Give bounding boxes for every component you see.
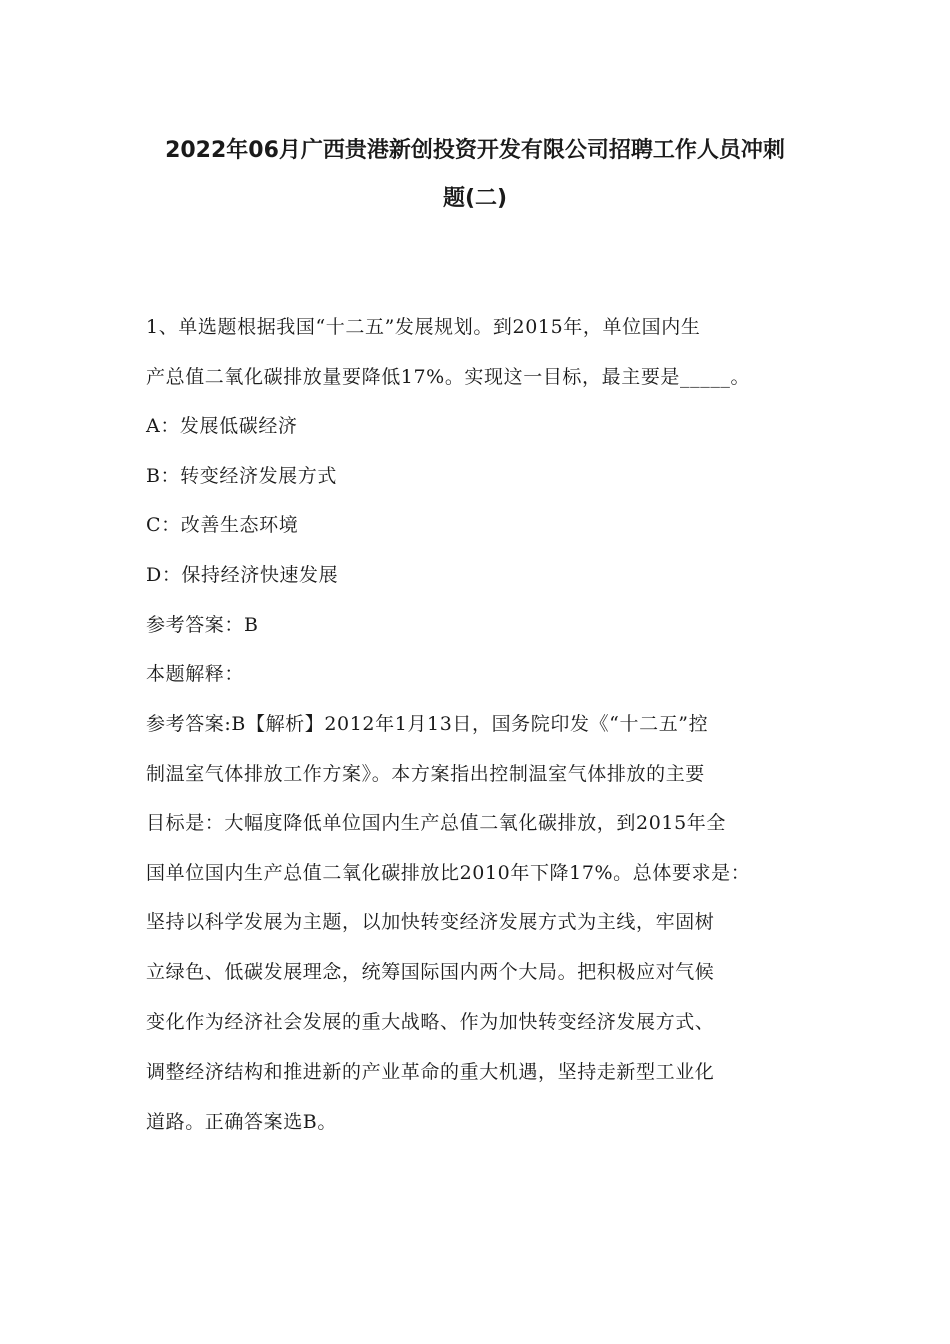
explanation-heading: 本题解释： <box>146 663 245 685</box>
explanation-line-7: 变化作为经济社会发展的重大战略、作为加快转变经济发展方式、 <box>146 1011 715 1033</box>
document-title-line-2: 题(二) <box>442 186 508 211</box>
option-b: B：转变经济发展方式 <box>146 465 337 487</box>
question-stem-line-2: 产总值二氧化碳排放量要降低17%。实现这一目标，最主要是_____。 <box>146 366 751 388</box>
explanation-line-1: 参考答案:B【解析】2012年1月13日，国务院印发《“十二五”控 <box>146 713 709 735</box>
option-d: D：保持经济快速发展 <box>146 564 339 586</box>
explanation-line-3: 目标是：大幅度降低单位国内生产总值二氧化碳排放，到2015年全 <box>146 812 726 834</box>
question-stem-line-1: 1、单选题根据我国“十二五”发展规划。到2015年，单位国内生 <box>146 316 701 338</box>
option-a: A：发展低碳经济 <box>146 415 298 437</box>
explanation-line-4: 国单位国内生产总值二氧化碳排放比2010年下降17%。总体要求是： <box>146 862 751 884</box>
option-c: C：改善生态环境 <box>146 514 299 536</box>
reference-answer: 参考答案：B <box>146 614 259 636</box>
explanation-line-8: 调整经济结构和推进新的产业革命的重大机遇，坚持走新型工业化 <box>146 1061 715 1083</box>
explanation-line-6: 立绿色、低碳发展理念，统筹国际国内两个大局。把积极应对气候 <box>146 961 715 983</box>
explanation-line-5: 坚持以科学发展为主题，以加快转变经济发展方式为主线，牢固树 <box>146 911 715 933</box>
document-title-line-1: 2022年06月广西贵港新创投资开发有限公司招聘工作人员冲刺 <box>165 138 785 163</box>
explanation-line-2: 制温室气体排放工作方案》。本方案指出控制温室气体排放的主要 <box>146 763 705 785</box>
explanation-line-9: 道路。正确答案选B。 <box>146 1111 337 1133</box>
